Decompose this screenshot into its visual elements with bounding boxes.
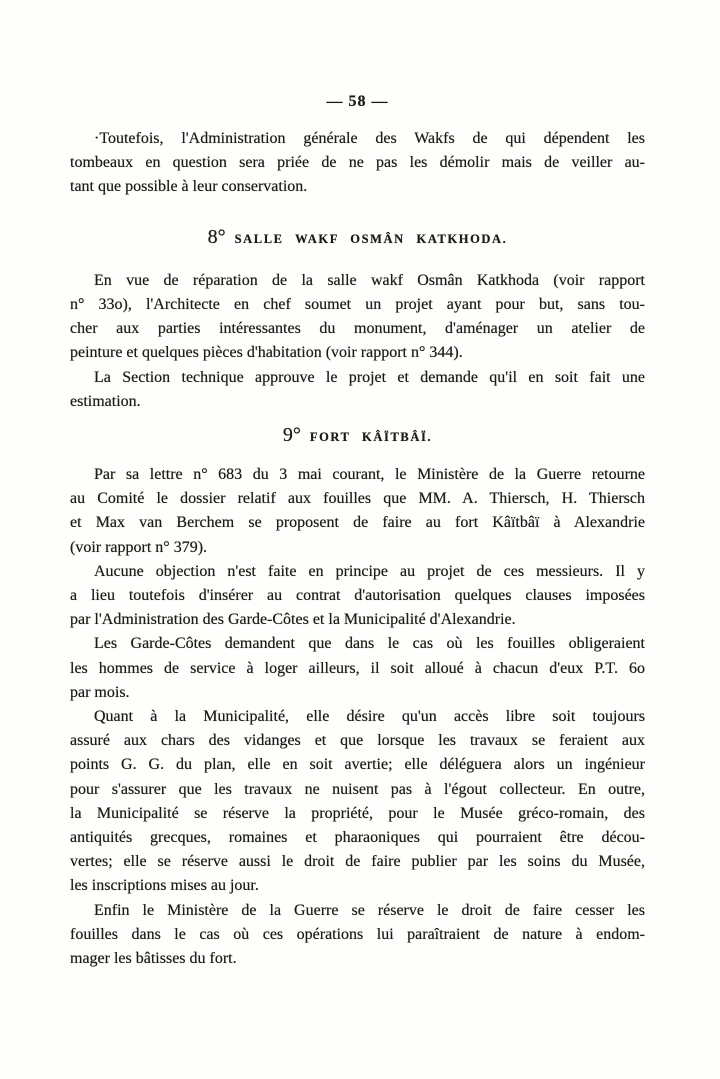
- section-heading-fort-kaitbai: [70, 420, 645, 452]
- page-number: — 58 —: [326, 93, 389, 110]
- text-line: les inscriptions mises au jour.: [70, 877, 259, 895]
- text-line: vertes; elle se réserve aussi le droit de faire publier par les soins du Musée,: [70, 853, 645, 871]
- text-column: [70, 0, 645, 971]
- text-line: ·Toutefois, l'Administration générale des Wakfs de qui dépendent les: [94, 129, 645, 147]
- text-line: (voir rapport n° 379).: [70, 538, 208, 556]
- text-line: antiquités grecques, romaines et pharaoniques qui pourraient être décou-: [70, 829, 645, 847]
- text-line: a lieu toutefois d'insérer au contrat d'autorisation quelques clauses imposées: [70, 587, 645, 605]
- text-line: Les Garde-Côtes demandent que dans le cas où les fouilles obligeraient: [94, 635, 645, 653]
- text-line: fouilles dans le cas où ces opérations lui paraîtraient de nature à endom-: [70, 925, 645, 943]
- paragraph-aucune-objection: [70, 560, 645, 633]
- paragraph-group: [70, 269, 645, 414]
- text-line: La Section technique approuve le projet et demande qu'il en soit fait une: [94, 368, 645, 386]
- paragraph-municipalite: [70, 705, 645, 899]
- text-line: tant que possible à leur conservation.: [70, 178, 308, 196]
- section-title: FORT KÂÏTBÂÏ.: [309, 430, 433, 445]
- text-line: mager les bâtisses du fort.: [70, 950, 237, 968]
- paragraph-garde-cotes: [70, 632, 645, 705]
- paragraph-lettre-ministere: [70, 463, 645, 560]
- paragraph-section-technique: [70, 366, 645, 414]
- text-line: par mois.: [70, 683, 130, 701]
- text-line: assuré aux chars des vidanges et que lorsque les travaux se feraient aux: [70, 732, 645, 750]
- text-line: au Comité le dossier relatif aux fouilles que MM. A. Thiersch, H. Thiersch: [70, 490, 645, 508]
- section-heading-salle-wakf: [70, 222, 645, 254]
- text-line: tombeaux en question sera priée de ne pas les démolir mais de veiller au-: [70, 153, 645, 171]
- text-line: et Max van Berchem se proposent de faire au fort Kâïtbâï à Alexandrie: [70, 514, 645, 532]
- paragraph-reparation-salle: [70, 269, 645, 366]
- text-line: En vue de réparation de la salle wakf Osmân Katkhoda (voir rapport: [94, 271, 645, 289]
- text-line: Quant à la Municipalité, elle désire qu'un accès libre soit toujours: [94, 708, 645, 726]
- text-line: cher aux parties intéressantes du monument, d'aménager un atelier de: [70, 320, 645, 338]
- section-number: 9°: [282, 424, 301, 447]
- section-title: SALLE WAKF OSMÂN KATKHODA.: [234, 232, 508, 247]
- section-number: 8°: [207, 226, 226, 249]
- paragraph-group: [70, 127, 645, 200]
- text-line: Aucune objection n'est faite en principe au projet de ces messieurs. Il y: [94, 562, 645, 580]
- text-line: pour s'assurer que les travaux ne nuisent pas à l'égout collecteur. En outre,: [70, 780, 645, 798]
- paragraph-group: [70, 463, 645, 971]
- text-line: peinture et quelques pièces d'habitation (voir rapport n° 344).: [70, 344, 463, 362]
- text-line: Par sa lettre n° 683 du 3 mai courant, le Ministère de la Guerre retourne: [94, 466, 645, 484]
- text-line: par l'Administration des Garde-Côtes et la Municipalité d'Alexandrie.: [70, 611, 516, 629]
- text-line: estimation.: [70, 392, 141, 410]
- text-line: la Municipalité se réserve la propriété, pour le Musée gréco-romain, des: [70, 804, 645, 822]
- paragraph-wakfs-conservation: [70, 127, 645, 200]
- text-line: points G. G. du plan, elle en soit avertie; elle déléguera alors un ingénieur: [70, 756, 645, 774]
- text-line: Enfin le Ministère de la Guerre se réserve le droit de faire cesser les: [94, 901, 645, 919]
- text-line: les hommes de service à loger ailleurs, il soit alloué à chacun d'eux P.T. 6o: [70, 659, 645, 677]
- text-line: n° 33o), l'Architecte en chef soumet un projet ayant pour but, sans tou-: [70, 296, 645, 314]
- paragraph-ministere-guerre: [70, 899, 645, 972]
